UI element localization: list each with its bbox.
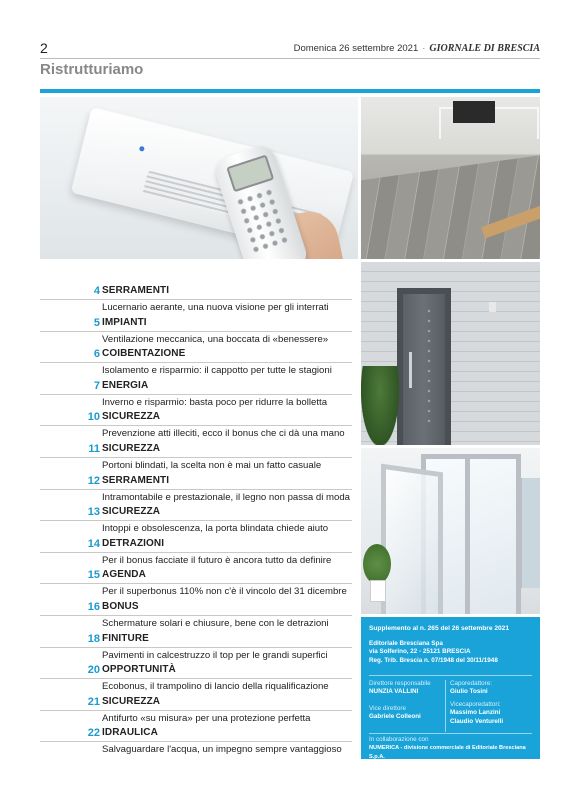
plant [361, 366, 399, 445]
vice-editor-1: Massimo Lanzini [450, 709, 501, 717]
air-conditioner-photo [40, 97, 358, 259]
toc-category: AGENDA [102, 569, 146, 581]
window-photo [361, 448, 540, 614]
plant-pot [370, 580, 386, 602]
vice-editors-role: Vicecaporedattori: [450, 701, 501, 708]
toc-entry [40, 283, 352, 315]
toc-entry [40, 599, 352, 631]
page-number: 2 [40, 40, 48, 56]
window-mullion [465, 454, 470, 614]
vice-editors-block [450, 701, 503, 726]
toc-page-number: 20 [87, 664, 100, 677]
toc-category: IMPIANTI [102, 316, 147, 328]
section-title: Ristrutturiamo [40, 61, 144, 78]
toc-divider [40, 552, 352, 553]
director-block [369, 680, 431, 697]
toc-description: Schermature solari e chiusure, bene con le detrazioni [102, 617, 329, 629]
toc-category: SICUREZZA [102, 442, 161, 454]
accent-rule [40, 89, 540, 93]
armored-door-photo [361, 262, 540, 445]
toc-page-number: 7 [93, 379, 100, 392]
toc-divider [40, 299, 352, 300]
toc-page-number: 13 [87, 506, 100, 519]
issue-date: Domenica 26 settembre 2021 [293, 43, 419, 54]
director-name: NUNZIA VALLINI [369, 688, 419, 696]
toc-entry [40, 662, 352, 694]
remote-screen [226, 155, 274, 193]
floor-photo [361, 97, 540, 259]
door-decoration [427, 306, 431, 426]
toc-divider [40, 615, 352, 616]
toc-entry [40, 631, 352, 663]
toc-description: Ventilazione meccanica, una boccata di «benessere» [102, 333, 329, 345]
toc-entry [40, 536, 352, 568]
toc-divider [40, 741, 352, 742]
toc-entry [40, 504, 352, 536]
wall-lamp [489, 302, 496, 312]
toc-page-number: 12 [87, 474, 100, 487]
toc-entry [40, 441, 352, 473]
vice-director-name: Gabriele Colleoni [369, 713, 421, 721]
toc-entry [40, 346, 352, 378]
toc-category: SICUREZZA [102, 506, 161, 518]
toc-page-number: 11 [88, 442, 100, 455]
publisher-block [369, 640, 498, 665]
toc-description: Isolamento e risparmio: il cappotto per tutte le stagioni [102, 365, 332, 377]
toc-page-number: 6 [93, 348, 100, 361]
toc-page-number: 5 [93, 316, 100, 329]
toc-divider [40, 362, 352, 363]
collaboration-block [369, 736, 540, 761]
toc-entry [40, 409, 352, 441]
toc-page-number: 4 [93, 285, 100, 297]
toc-category: DETRAZIONI [102, 537, 165, 549]
director-role: Direttore responsabile [369, 680, 431, 687]
vice-director-role: Vice direttore [369, 705, 406, 712]
toc-category: SICUREZZA [102, 695, 161, 707]
toc-description: Portoni blindati, la scelta non è mai un fatto casuale [102, 459, 322, 471]
collaboration-name: NUMERICA - divisione commerciale di Editoriale Bresciana S.p.A. [369, 745, 526, 760]
colophon-divider [369, 675, 532, 676]
toc-description: Antifurto «su misura» per una protezione perfetta [102, 712, 311, 724]
toc-description: Intoppi e obsolescenza, la porta blindata chiede aiuto [102, 523, 329, 535]
newspaper-name: GIORNALE DI BRESCIA [429, 43, 540, 54]
dateline [294, 43, 540, 54]
toc-category: SERRAMENTI [102, 285, 170, 296]
toc-category: IDRAULICA [102, 727, 158, 739]
toc-divider [40, 331, 352, 332]
toc-entry [40, 725, 352, 757]
remote-buttons [234, 186, 292, 256]
vice-director-block [369, 705, 421, 722]
toc-category: COIBENTAZIONE [102, 348, 186, 360]
toc-divider [40, 489, 352, 490]
toc-divider [40, 678, 352, 679]
editor-block [450, 680, 492, 697]
vice-editor-2: Claudio Venturelli [450, 717, 504, 725]
toc-description: Per il superbonus 110% non c'è il vincolo del 31 dicembre [102, 586, 347, 598]
tv [453, 101, 495, 123]
toc-description: Intramontabile e prestazionale, il legno non passa di moda [102, 491, 350, 503]
toc-entry [40, 694, 352, 726]
colophon-column-divider [445, 680, 446, 732]
colophon-box [361, 617, 540, 759]
toc-page-number: 22 [87, 727, 100, 740]
toc-page-number: 14 [87, 537, 100, 550]
toc-description: Inverno e risparmio: basta poco per ridurre la bolletta [102, 396, 328, 408]
toc-category: ENERGIA [102, 379, 149, 391]
ac-led [139, 146, 145, 152]
toc-page-number: 18 [87, 632, 100, 645]
toc-category: OPPORTUNITÀ [102, 664, 176, 676]
toc-description: Ecobonus, il trampolino di lancio della riqualificazione [102, 681, 329, 693]
toc-divider [40, 457, 352, 458]
toc-entry [40, 378, 352, 410]
toc-entry [40, 567, 352, 599]
dateline-separator: · [422, 43, 426, 54]
open-window-sash [381, 464, 443, 614]
toc-divider [40, 647, 352, 648]
colophon-divider-bottom [369, 733, 532, 734]
publisher-address: via Solferino, 22 - 25121 BRESCIA [369, 648, 471, 656]
floor-planks [361, 151, 540, 259]
toc-description: Per il bonus facciate il futuro è ancora tutto da definire [102, 554, 332, 566]
collaboration-role: In collaborazione con [369, 736, 429, 743]
page-header [40, 40, 540, 59]
toc-category: FINITURE [102, 632, 149, 644]
toc-divider [40, 425, 352, 426]
toc-entry [40, 473, 352, 505]
publisher-name: Editoriale Bresciana Spa [369, 640, 443, 647]
toc-divider [40, 520, 352, 521]
supplement-note: Supplemento al n. 265 del 26 settembre 2021 [369, 625, 509, 632]
toc-description: Salvaguardare l'acqua, un impegno sempre vantaggioso [102, 744, 342, 756]
toc-page-number: 15 [87, 569, 100, 582]
editor-name: Giulio Tosini [450, 688, 488, 696]
toc-page-number: 21 [87, 695, 100, 708]
toc-entry [40, 315, 352, 347]
toc-divider [40, 710, 352, 711]
toc-category: SERRAMENTI [102, 474, 170, 486]
toc-description: Pavimenti in calcestruzzo il top per le grandi superfici [102, 649, 328, 661]
side-window [519, 478, 540, 588]
registration-info: Reg. Trib. Brescia n. 07/1948 del 30/11/1948 [369, 656, 498, 664]
door-handle [409, 352, 412, 388]
toc-page-number: 16 [87, 600, 100, 613]
toc-category: SICUREZZA [102, 411, 161, 423]
toc-divider [40, 583, 352, 584]
table-of-contents [40, 283, 352, 757]
editor-role: Caporedattore: [450, 680, 493, 687]
toc-divider [40, 394, 352, 395]
potted-plant [363, 544, 391, 584]
toc-description: Prevenzione atti illeciti, ecco il bonus che ci dà una mano [102, 428, 345, 440]
toc-category: BONUS [102, 600, 139, 612]
toc-description: Lucernario aerante, una nuova visione per gli interrati [102, 302, 329, 313]
toc-page-number: 10 [87, 411, 100, 424]
